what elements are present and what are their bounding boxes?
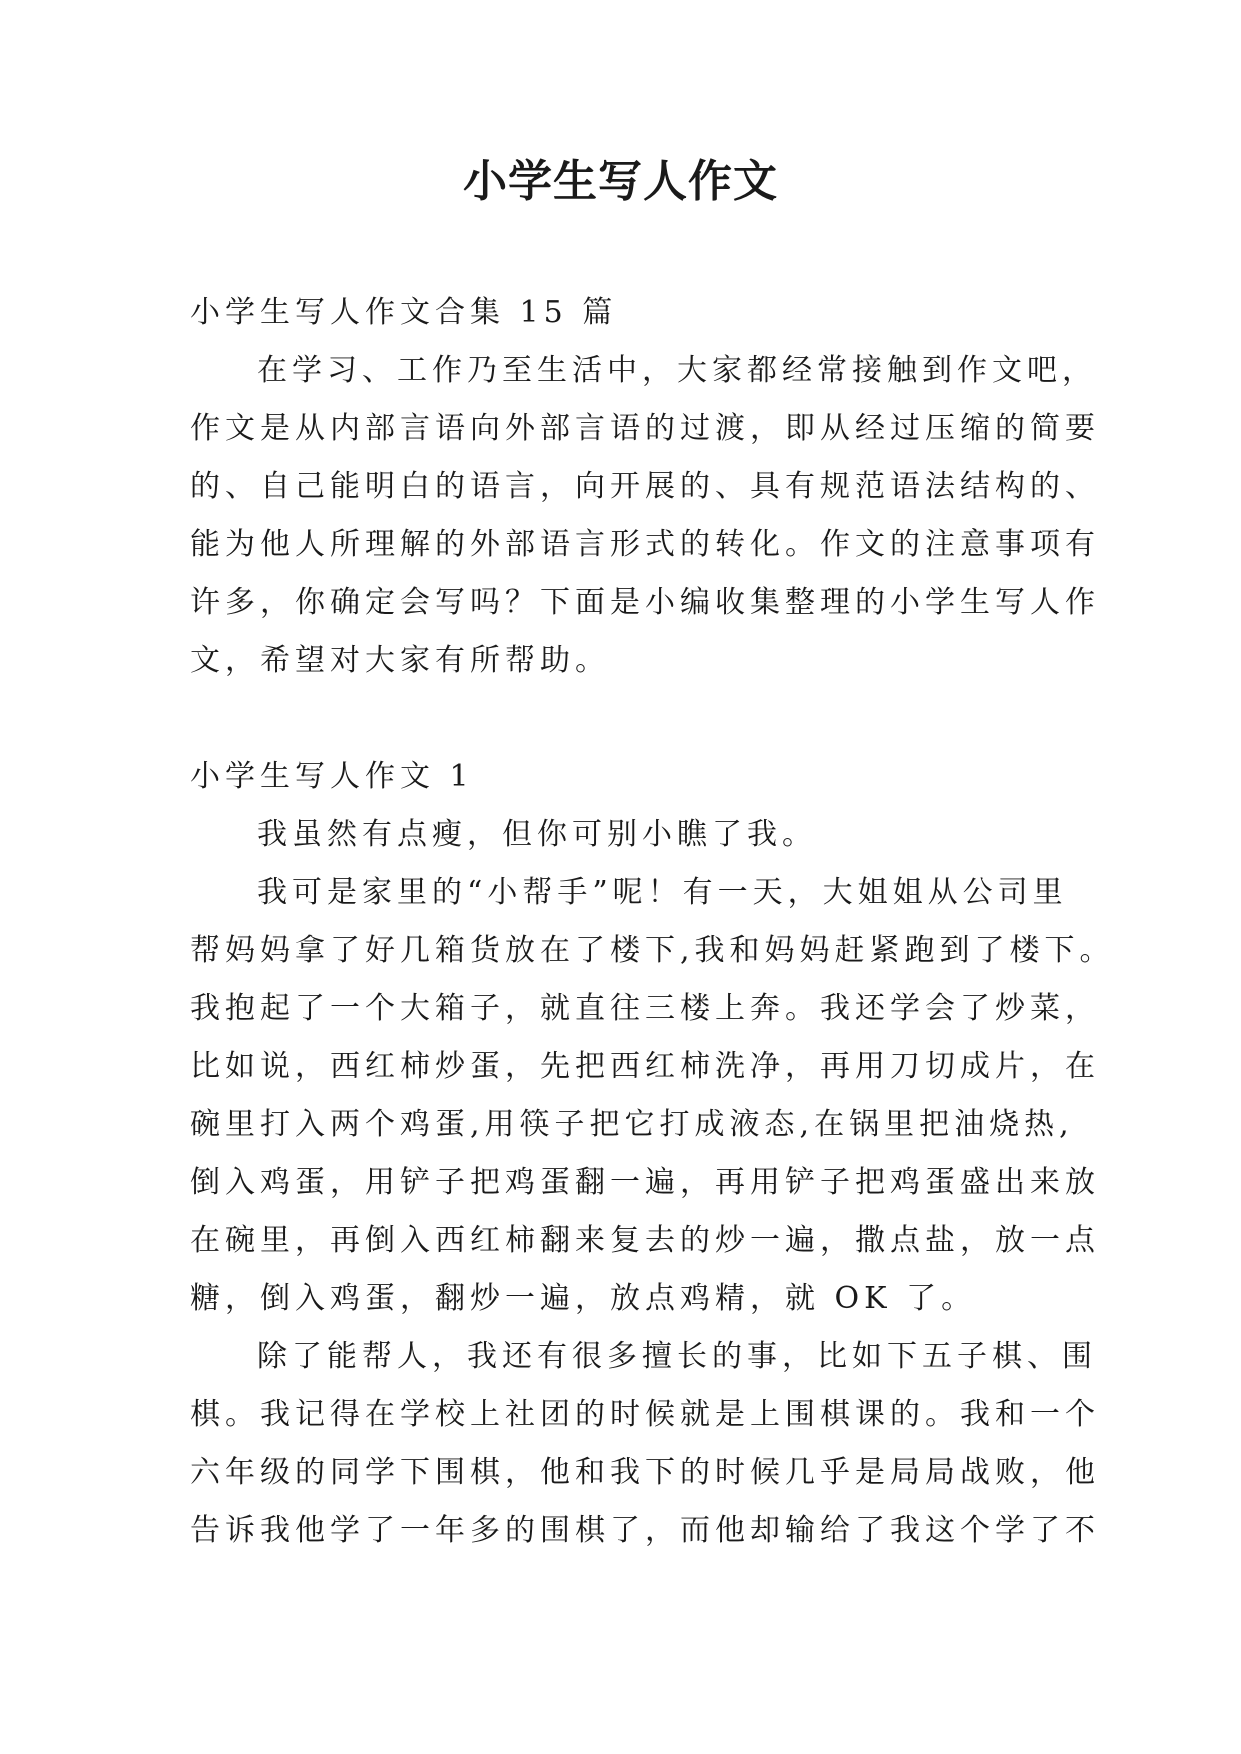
- paragraph-gap: [190, 690, 1070, 748]
- essay-line: 比如说，西红柿炒蛋，先把西红柿洗净，再用刀切成片，在: [190, 1049, 1100, 1084]
- essay-line: 碗里打入两个鸡蛋,用筷子把它打成液态,在锅里把油烧热,: [190, 1107, 1074, 1142]
- collection-subtitle: 小学生写人作文合集 15 篇: [190, 295, 618, 330]
- document-title: 小学生写人作文: [463, 156, 778, 207]
- intro-line: 文，希望对大家有所帮助。: [190, 643, 610, 678]
- essay-line: 倒入鸡蛋，用铲子把鸡蛋翻一遍，再用铲子把鸡蛋盛出来放: [190, 1165, 1100, 1200]
- essay-line: 棋。我记得在学校上社团的时候就是上围棋课的。我和一个: [190, 1397, 1100, 1432]
- essay-line: 糖，倒入鸡蛋，翻炒一遍，放点鸡精，就 OK 了。: [190, 1281, 977, 1316]
- intro-line: 的、自己能明白的语言，向开展的、具有规范语法结构的、: [190, 469, 1100, 504]
- intro-line: 作文是从内部言语向外部言语的过渡，即从经过压缩的简要: [190, 411, 1100, 446]
- essay-paragraph-2: [190, 864, 1115, 1328]
- essay-heading: 小学生写人作文 1: [190, 759, 474, 794]
- essay-line: 除了能帮人，我还有很多擅长的事，比如下五子棋、围: [257, 1339, 1097, 1374]
- essay-paragraph-1: 我虽然有点瘦，但你可别小瞧了我。: [257, 817, 817, 852]
- intro-line: 许多，你确定会写吗？下面是小编收集整理的小学生写人作: [190, 585, 1100, 620]
- document-body: [190, 284, 1115, 1560]
- essay-paragraph-3: [190, 1328, 1100, 1560]
- essay-line: 我可是家里的“小帮手”呢！有一天，大姐姐从公司里: [257, 875, 1068, 910]
- intro-line: 能为他人所理解的外部语言形式的转化。作文的注意事项有: [190, 527, 1100, 562]
- essay-line: 我抱起了一个大箱子，就直往三楼上奔。我还学会了炒菜，: [190, 991, 1100, 1026]
- essay-line: 帮妈妈拿了好几箱货放在了楼下,我和妈妈赶紧跑到了楼下。: [190, 933, 1115, 968]
- intro-line: 在学习、工作乃至生活中，大家都经常接触到作文吧，: [257, 353, 1097, 388]
- essay-line: 六年级的同学下围棋，他和我下的时候几乎是局局战败，他: [190, 1455, 1100, 1490]
- essay-line: 告诉我他学了一年多的围棋了，而他却输给了我这个学了不: [190, 1513, 1100, 1548]
- intro-paragraph: [190, 342, 1100, 690]
- essay-line: 在碗里，再倒入西红柿翻来复去的炒一遍，撒点盐，放一点: [190, 1223, 1100, 1258]
